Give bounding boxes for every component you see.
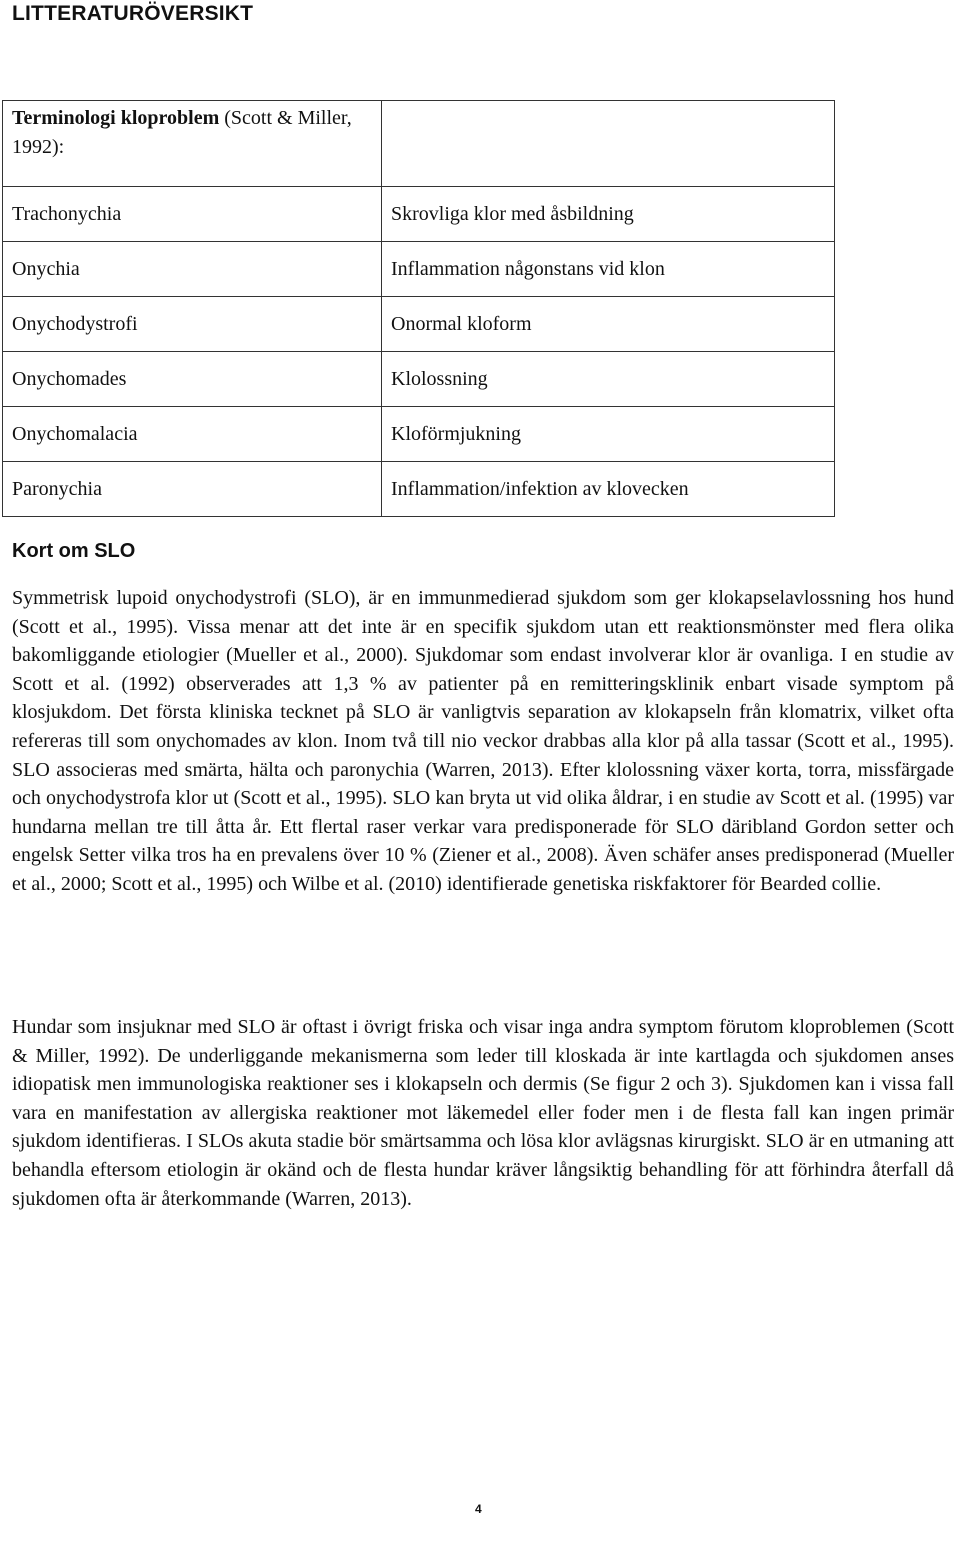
term-cell: Onychodystrofi <box>3 297 382 352</box>
description-cell: Kloförmjukning <box>382 407 835 462</box>
term-cell: Paronychia <box>3 462 382 517</box>
terminology-table <box>2 100 835 517</box>
table-row <box>3 297 835 352</box>
table-row <box>3 462 835 517</box>
table-header-empty-cell <box>382 101 835 187</box>
body-paragraph: Hundar som insjuknar med SLO är oftast i övrigt friska och visar inga andra symptom förutom kloproblemen (Scott & Miller, 1992). De underliggande mekanismerna som leder till kloskada är inte kartlagda och sjukdomen anses idiopatisk men immunologiska reaktioner ses i klokapseln och dermis (Se figur 2 och 3). Sjukdomen kan i vissa fall vara en manifestation av allergiska reaktioner mot läkemedel eller foder men i de flesta fall kan ingen primär sjukdom identifieras. I SLOs akuta stadie bör smärtsamma och lösa klor avlägsnas kirurgiskt. SLO är en utmaning att behandla eftersom etiologin är okänd och de flesta hundar kräver långsiktig behandling för att förhindra återfall då sjukdomen ofta är återkommande (Warren, 2013). <box>12 1016 954 1210</box>
page-number: 4 <box>475 1502 482 1516</box>
table-title-citation: (Scott & Miller, 1992): <box>12 107 352 158</box>
main-heading: LITTERATURÖVERSIKT <box>12 2 254 25</box>
description-cell: Onormal kloform <box>382 297 835 352</box>
table-title-bold: Terminologi kloproblem <box>12 107 220 129</box>
description-cell: Inflammation/infektion av klovecken <box>382 462 835 517</box>
table-row <box>3 407 835 462</box>
description-cell: Skrovliga klor med åsbildning <box>382 187 835 242</box>
table-header-cell <box>3 101 382 187</box>
description-cell: Inflammation någonstans vid klon <box>382 242 835 297</box>
table-row <box>3 352 835 407</box>
description-cell: Klolossning <box>382 352 835 407</box>
table-header-row <box>3 101 835 187</box>
table-row <box>3 242 835 297</box>
term-cell: Onychomalacia <box>3 407 382 462</box>
term-cell: Onychia <box>3 242 382 297</box>
table-row <box>3 187 835 242</box>
term-cell: Onychomades <box>3 352 382 407</box>
section-heading: Kort om SLO <box>12 540 136 562</box>
term-cell: Trachonychia <box>3 187 382 242</box>
body-paragraph: Symmetrisk lupoid onychodystrofi (SLO), är en immunmedierad sjukdom som ger klokapselavlossning hos hund (Scott et al., 1995). Vissa menar att det inte är en specifik sjukdom utan ett reaktionsmönster med flera olika bakomliggande etiologier (Mueller et al., 2000). Sjukdomar som endast involverar klor är ovanliga. I en studie av Scott et al. (1992) observerades att 1,3 % av patienter på en remitteringsklinik enbart visade symptom på klosjukdom. Det första kliniska tecknet på SLO är vanligtvis separation av klokapseln från klomatrix, vilket ofta refereras till som onychomades av klon. Inom två till nio veckor drabbas alla klor på alla tassar (Scott et al., 1995). SLO associeras med smärta, hälta och paronychia (Warren, 2013). Efter klolossning växer korta, torra, missfärgade och onychodystrofa klor ut (Scott et al., 1995). SLO kan bryta ut vid olika åldrar, i en studie av Scott et al. (1995) var hundarna mellan tre till åtta år. Ett flertal raser verkar vara predisponerade för SLO däribland Gordon setter och engelsk Setter vilka tros ha en prevalens över 10 % (Ziener et al., 2008). Även schäfer anses predisponerad (Mueller et al., 2000; Scott et al., 1995) och Wilbe et al. (2010) identifierade genetiska riskfaktorer för Bearded collie. <box>12 587 954 895</box>
